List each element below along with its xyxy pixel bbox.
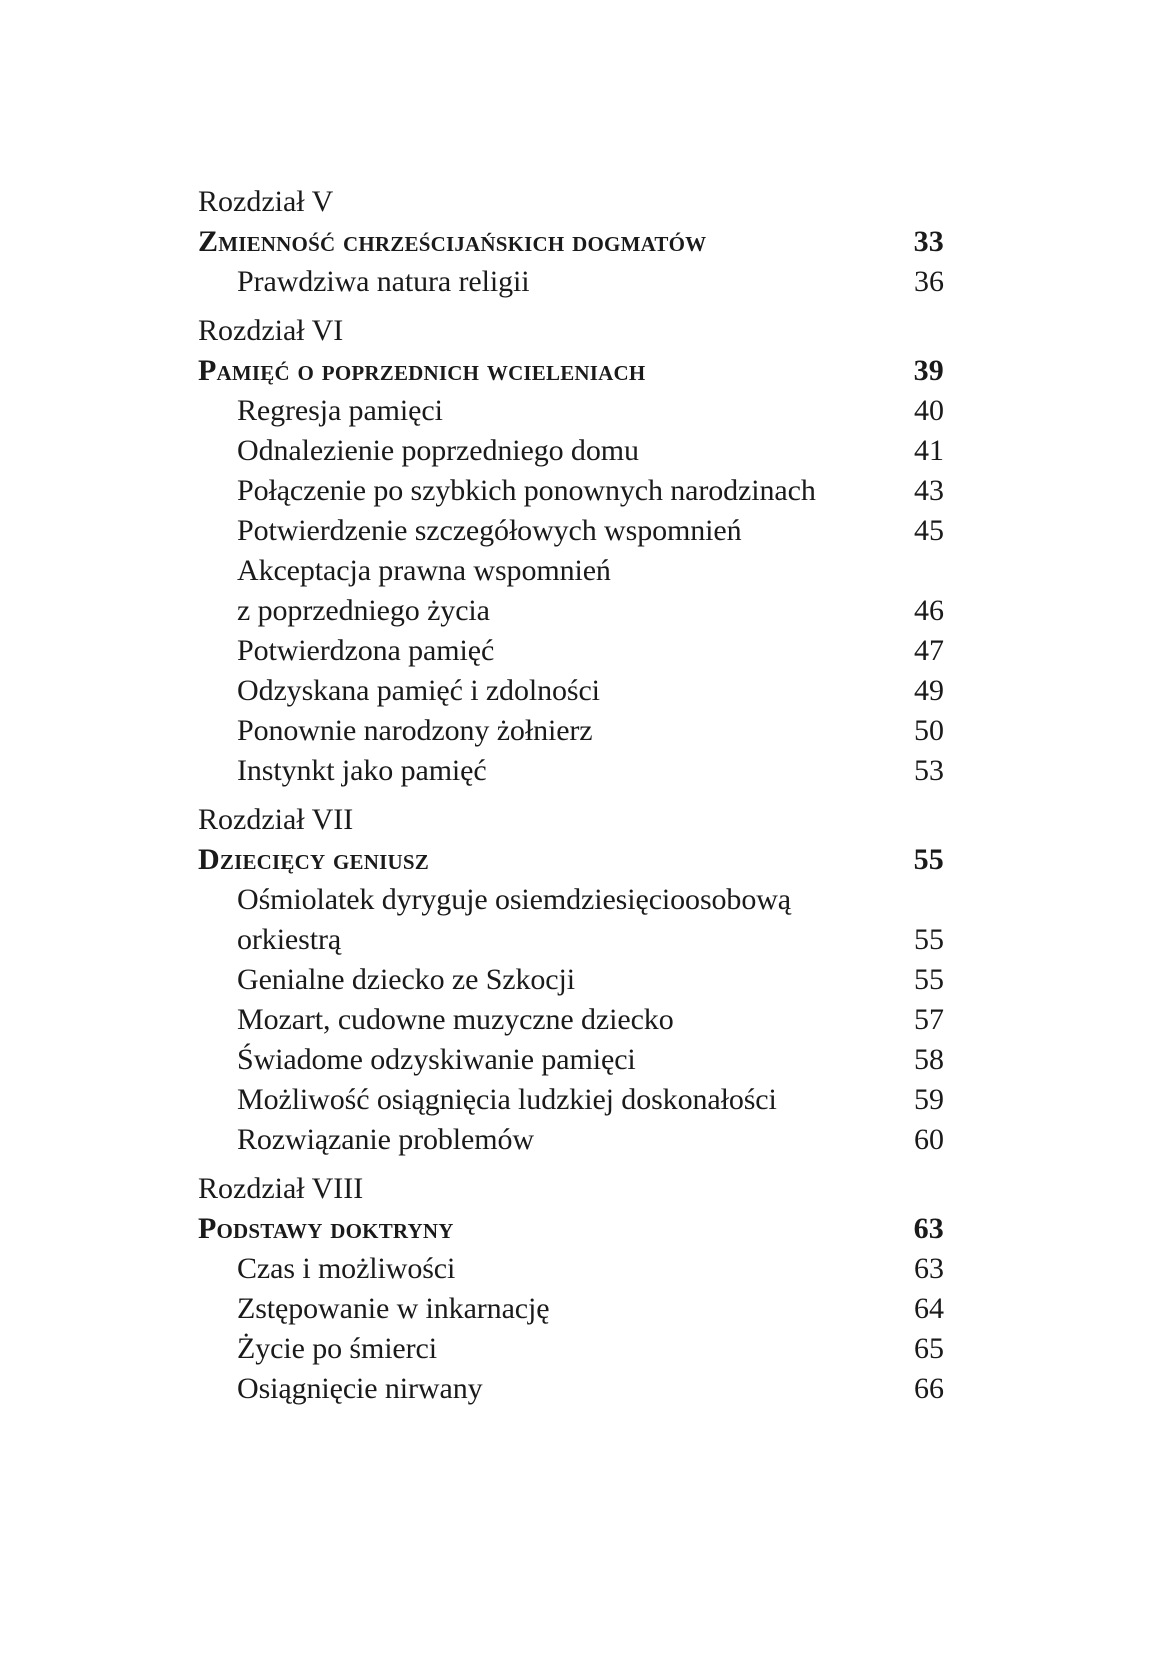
chapter-title: Podstawy doktryny: [198, 1212, 454, 1245]
section-title: Odnalezienie poprzedniego domu: [237, 434, 639, 467]
section-row[interactable]: [198, 391, 944, 431]
chapter-label: Rozdział VI: [198, 314, 344, 347]
section-page-number: 65: [914, 1332, 944, 1365]
section-row[interactable]: [198, 551, 944, 591]
section-title: Odzyskana pamięć i zdolności: [237, 674, 600, 707]
section-title: orkiestrą: [237, 923, 342, 956]
section-page-number: 55: [914, 963, 944, 996]
section-title: Mozart, cudowne muzyczne dziecko: [237, 1003, 674, 1036]
section-row[interactable]: [198, 591, 944, 631]
section-page-number: 55: [914, 923, 944, 956]
section-title: Czas i możliwości: [237, 1252, 456, 1285]
section-page-number: 45: [914, 514, 944, 547]
section-title: Akceptacja prawna wspomnień: [237, 554, 611, 587]
section-row[interactable]: [198, 511, 944, 551]
section-page-number: 58: [914, 1043, 944, 1076]
section-row[interactable]: [198, 920, 944, 960]
section-row[interactable]: [198, 431, 944, 471]
section-row[interactable]: [198, 1329, 944, 1369]
section-page-number: 40: [914, 394, 944, 427]
chapter-label: Rozdział VIII: [198, 1172, 364, 1205]
section-title: Osiągnięcie nirwany: [237, 1372, 483, 1405]
section-title: Regresja pamięci: [237, 394, 443, 427]
section-row[interactable]: [198, 1120, 944, 1160]
section-title: Możliwość osiągnięcia ludzkiej doskonałości: [237, 1083, 777, 1116]
section-row[interactable]: [198, 711, 944, 751]
chapter-page-number: 33: [913, 225, 944, 258]
section-row[interactable]: [198, 1080, 944, 1120]
chapter-page-number: 39: [913, 354, 944, 387]
section-row[interactable]: [198, 1369, 944, 1409]
chapter-label: Rozdział VII: [198, 803, 354, 836]
section-title: Instynkt jako pamięć: [237, 754, 487, 787]
chapter-title-row[interactable]: [198, 222, 944, 262]
section-row[interactable]: [198, 471, 944, 511]
section-title: Połączenie po szybkich ponownych narodzinach: [237, 474, 816, 507]
section-page-number: 47: [914, 634, 944, 667]
section-title: Genialne dziecko ze Szkocji: [237, 963, 575, 996]
section-page-number: 50: [914, 714, 944, 747]
chapter-title-row[interactable]: [198, 840, 944, 880]
chapter-label: Rozdział V: [198, 185, 334, 218]
section-page-number: 63: [914, 1252, 944, 1285]
section-page-number: 53: [914, 754, 944, 787]
section-page-number: 41: [914, 434, 944, 467]
chapter-page-number: 63: [913, 1212, 944, 1245]
section-page-number: 57: [914, 1003, 944, 1036]
chapter-title: Pamięć o poprzednich wcieleniach: [198, 354, 646, 387]
section-row[interactable]: [198, 671, 944, 711]
section-row[interactable]: [198, 1040, 944, 1080]
section-title: Świadome odzyskiwanie pamięci: [237, 1043, 636, 1076]
section-page-number: 60: [914, 1123, 944, 1156]
chapter-page-number: 55: [913, 843, 944, 876]
section-title: Życie po śmierci: [237, 1332, 437, 1365]
section-row[interactable]: [198, 751, 944, 791]
section-page-number: 46: [914, 594, 944, 627]
section-title: Rozwiązanie problemów: [237, 1123, 534, 1156]
section-row[interactable]: [198, 631, 944, 671]
section-title: Prawdziwa natura religii: [237, 265, 530, 298]
section-page-number: 43: [914, 474, 944, 507]
section-title: Zstępowanie w inkarnację: [237, 1292, 550, 1325]
section-page-number: 36: [914, 265, 944, 298]
chapter-title-row[interactable]: [198, 351, 944, 391]
section-row[interactable]: [198, 1000, 944, 1040]
chapter-block: [198, 1169, 944, 1409]
table-of-contents: [198, 182, 944, 1418]
section-title: Potwierdzona pamięć: [237, 634, 495, 667]
section-title: Ośmiolatek dyryguje osiemdziesięcioosobową: [237, 883, 792, 916]
section-page-number: 49: [914, 674, 944, 707]
section-title: Ponownie narodzony żołnierz: [237, 714, 593, 747]
section-row[interactable]: [198, 960, 944, 1000]
chapter-title-row[interactable]: [198, 1209, 944, 1249]
section-row[interactable]: [198, 1249, 944, 1289]
section-page-number: 64: [914, 1292, 944, 1325]
chapter-block: [198, 311, 944, 791]
chapter-block: [198, 800, 944, 1160]
chapter-title: Dziecięcy geniusz: [198, 843, 429, 876]
chapter-title: Zmienność chrześcijańskich dogmatów: [198, 225, 707, 258]
section-row[interactable]: [198, 1289, 944, 1329]
section-row[interactable]: [198, 880, 944, 920]
section-title: z poprzedniego życia: [237, 594, 490, 627]
section-title: Potwierdzenie szczegółowych wspomnień: [237, 514, 742, 547]
section-page-number: 66: [914, 1372, 944, 1405]
chapter-block: [198, 182, 944, 302]
section-page-number: 59: [914, 1083, 944, 1116]
section-row[interactable]: [198, 262, 944, 302]
